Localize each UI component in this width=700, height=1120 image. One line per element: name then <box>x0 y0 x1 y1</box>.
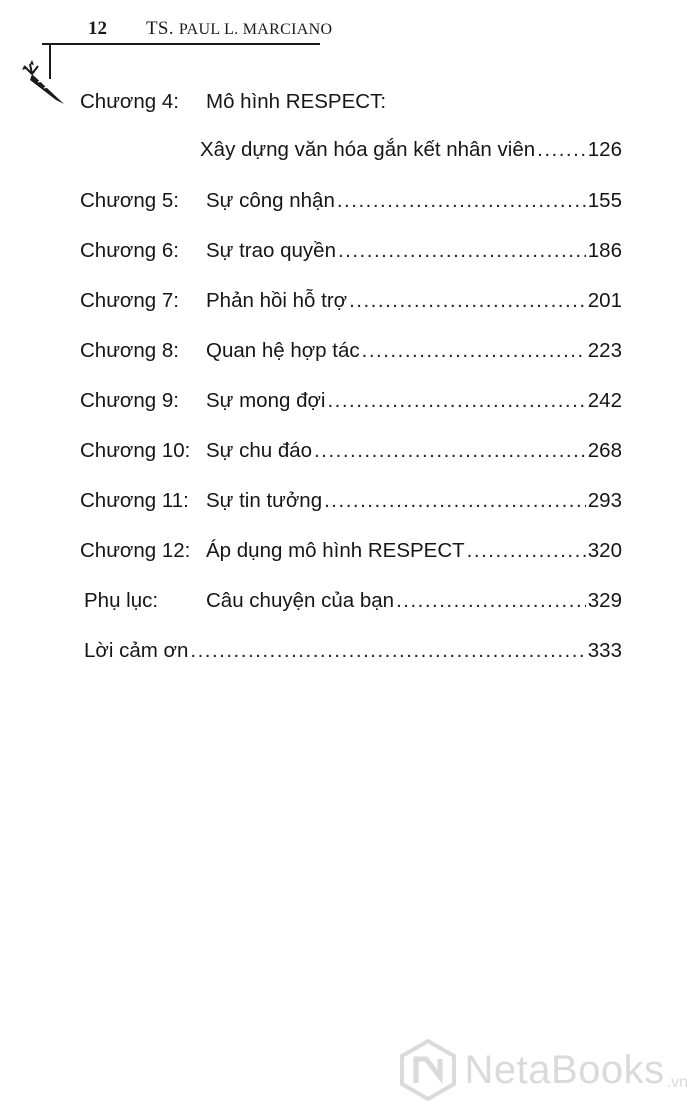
toc-leader-dots <box>537 135 586 165</box>
netabooks-logo-icon <box>400 1039 456 1101</box>
toc-chapter-title: Quan hệ hợp tác <box>206 339 360 362</box>
toc-leader-dots <box>338 236 586 266</box>
toc-entry <box>84 636 622 666</box>
toc-leader-dots <box>324 486 586 516</box>
toc-page-number: 126 <box>587 138 622 161</box>
toc-chapter-title: Sự tin tưởng <box>206 489 323 512</box>
toc-page-number: 186 <box>587 239 622 262</box>
toc-entry <box>80 436 622 466</box>
toc-page-number: 155 <box>587 189 622 212</box>
toc-chapter-label: Chương 7: <box>80 289 179 312</box>
toc-chapter-title: Sự mong đợi <box>206 389 326 412</box>
carrot-icon <box>18 60 70 108</box>
toc-leader-dots <box>467 536 586 566</box>
toc-entry <box>80 336 622 366</box>
author-name <box>146 18 332 40</box>
toc-page-number: 201 <box>587 289 622 312</box>
toc-chapter-label: Chương 6: <box>80 239 179 262</box>
toc-chapter-label: Chương 9: <box>80 389 179 412</box>
toc-entry <box>80 486 622 516</box>
page-number: 12 <box>88 18 107 39</box>
toc-chapter-title: Mô hình RESPECT: <box>206 90 387 113</box>
toc-entry-continued <box>200 135 622 165</box>
toc-entry <box>80 386 622 416</box>
toc-chapter-title: Câu chuyện của bạn <box>206 589 395 612</box>
toc-entry <box>80 186 622 216</box>
toc-leader-dots <box>190 636 585 666</box>
toc-chapter-label: Chương 10: <box>80 439 191 462</box>
author-prefix: TS. <box>146 18 174 39</box>
toc-leader-dots <box>396 586 586 616</box>
watermark <box>400 1038 688 1102</box>
toc-chapter-label: Phụ lục: <box>84 589 159 612</box>
toc-page-number: 320 <box>587 539 622 562</box>
toc-page-number: 223 <box>587 339 622 362</box>
toc-chapter-title: Lời cảm ơn <box>84 639 189 662</box>
toc-chapter-title: Phản hồi hỗ trợ <box>206 289 348 312</box>
toc-entry <box>80 586 622 616</box>
toc-entry <box>80 87 622 117</box>
toc-leader-dots <box>337 186 586 216</box>
toc-chapter-title: Sự công nhận <box>206 189 335 212</box>
toc-entry <box>80 236 622 266</box>
toc-chapter-title: Sự trao quyền <box>206 239 336 262</box>
toc-entry <box>80 286 622 316</box>
toc-chapter-label: Chương 12: <box>80 539 191 562</box>
toc-page-number: 268 <box>587 439 622 462</box>
toc-page-number: 333 <box>587 639 622 662</box>
toc-chapter-label: Chương 11: <box>80 489 189 512</box>
toc-chapter-title: Áp dụng mô hình RESPECT <box>206 539 465 562</box>
toc-chapter-label: Chương 8: <box>80 339 179 362</box>
toc-chapter-subtitle: Xây dựng văn hóa gắn kết nhân viên <box>200 138 536 161</box>
watermark-brand: NetaBooks <box>464 1047 665 1092</box>
toc-leader-dots <box>327 386 585 416</box>
toc-chapter-label: Chương 4: <box>80 90 179 113</box>
author-fullname: PAUL L. MARCIANO <box>178 21 333 38</box>
toc-leader-dots <box>349 286 586 316</box>
toc-page-number: 242 <box>587 389 622 412</box>
toc-chapter-label: Chương 5: <box>80 189 179 212</box>
toc-leader-dots <box>314 436 586 466</box>
toc-page-number: 293 <box>587 489 622 512</box>
watermark-suffix: .vn <box>666 1074 688 1091</box>
toc-entry <box>80 536 622 566</box>
toc-leader-dots <box>362 336 586 366</box>
header-rule <box>42 43 320 45</box>
toc-chapter-title: Sự chu đáo <box>206 439 313 462</box>
toc-page-number: 329 <box>587 589 622 612</box>
